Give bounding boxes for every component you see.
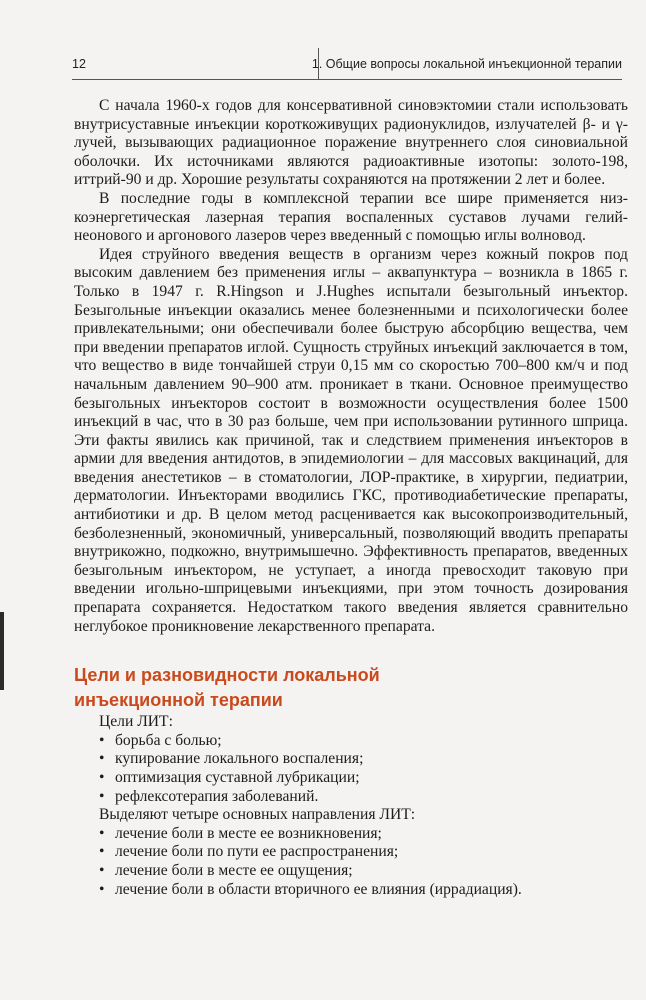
list-item: • борьба с болью;: [99, 731, 222, 749]
body-text: [74, 97, 628, 899]
list-item: • лечение боли по пути ее распространения;: [99, 843, 399, 861]
paragraph-radionuclides: С начала 1960-х годов для консервативной синовэктомии стали использовать внутрисуставные инъекции короткоживущих радионуклидов, излучателей β- и γ-лучей, вызывающих радиационное поражение внутреннего слоя синовиальной оболочки. Их источниками являются радиоактивные изотопы: золото-198, иттрий-90 и др. Хорошие результаты сохраняются на протяжении 2 лет и более.: [74, 97, 628, 189]
bullet-icon: •: [99, 861, 105, 879]
bullet-icon: •: [99, 769, 105, 786]
list-item: • рефлексотерапия заболеваний.: [99, 787, 319, 805]
header-separator: [318, 48, 319, 79]
header-rule: [72, 79, 622, 80]
directions-list: [74, 825, 628, 899]
paragraph-laser: В последние годы в комплексной терапии все шире применяется низкоэнергетическая лазерная терапия воспаленных суставов лучами гелий-неонового и аргонового лазеров через введенный с помощью иглы волновод.: [74, 189, 628, 245]
bullet-icon: •: [99, 750, 105, 768]
list-item: • лечение боли в области вторичного ее влияния (иррадиация).: [99, 880, 522, 898]
list-item: • лечение боли в месте ее ощущения;: [99, 861, 353, 879]
goals-list: [74, 732, 628, 806]
directions-intro: Выделяют четыре основных направления ЛИТ:: [99, 806, 416, 824]
section-heading: [74, 663, 628, 713]
page-number: 12: [72, 57, 86, 71]
bullet-icon: •: [99, 843, 105, 861]
bullet-icon: •: [99, 787, 105, 805]
goals-intro: Цели ЛИТ:: [99, 713, 173, 731]
bullet-icon: •: [99, 824, 105, 842]
binding-shadow: [0, 612, 4, 690]
section-heading-line1: Цели и разновидности локальной: [74, 665, 380, 686]
list-item: • оптимизация суставной лубрикации;: [99, 769, 360, 786]
section-heading-line2: инъекционной терапии: [74, 690, 283, 711]
list-item: • купирование локального воспаления;: [99, 750, 364, 768]
paragraph-needleless: Идея струйного введения веществ в организм через кожный покров под высоким давлением без применения иглы – аквапунктура – возникла в 1865 г. Только в 1947 г. R.Hingson и J.Hughes испытали безыгольный инъектор. Безыгольные инъекции оказались менее болезненными и психологически более привлекательными; они обеспечивали более быструю абсорбцию вещества, чем при введении препаратов иглой. Сущность струйных инъекций заключается в том, что вещество в виде тончайшей струи 0,15 мм со скоростью 700–800 км/ч и под начальным давлением 90–900 атм. проникает в ткани. Основное преимущество безыгольных инъекторов состоит в возможности осуществления более 1500 инъекций в час, что в 30 раз больше, чем при использовании рутинного шприца. Эти факты явились как причиной, так и следствием применения инъекторов в армии для введения антидотов, в эпидемиологии – для массовых вакцинаций, для введения анестетиков – в стоматологии, ЛОР-практике, в хирургии, педиатрии, дерматологии. Инъекторами вводились ГКС, противодиабетические препараты, антибиотики и др. В целом метод расценивается как высокопроизводительный, безболезненный, экономичный, универсальный, позволяющий вводить препараты внутрикожно, подкожно, внутримышечно. Эффективность препаратов, введенных безыгольным инъектором, не уступает, а иногда превосходит таковую при введении игольно-шприцевыми инъекциями, при этом точность дозирования препарата сохраняется. Недостатком такого введения является сравнительно неглубокое проникновение лекарственного препарата.: [74, 245, 628, 635]
bullet-icon: •: [99, 880, 105, 898]
chapter-title: 1. Общие вопросы локальной инъекционной терапии: [311, 57, 622, 71]
bullet-icon: •: [99, 731, 105, 749]
list-item: • лечение боли в месте ее возникновения;: [99, 824, 382, 842]
running-head: [72, 57, 622, 75]
